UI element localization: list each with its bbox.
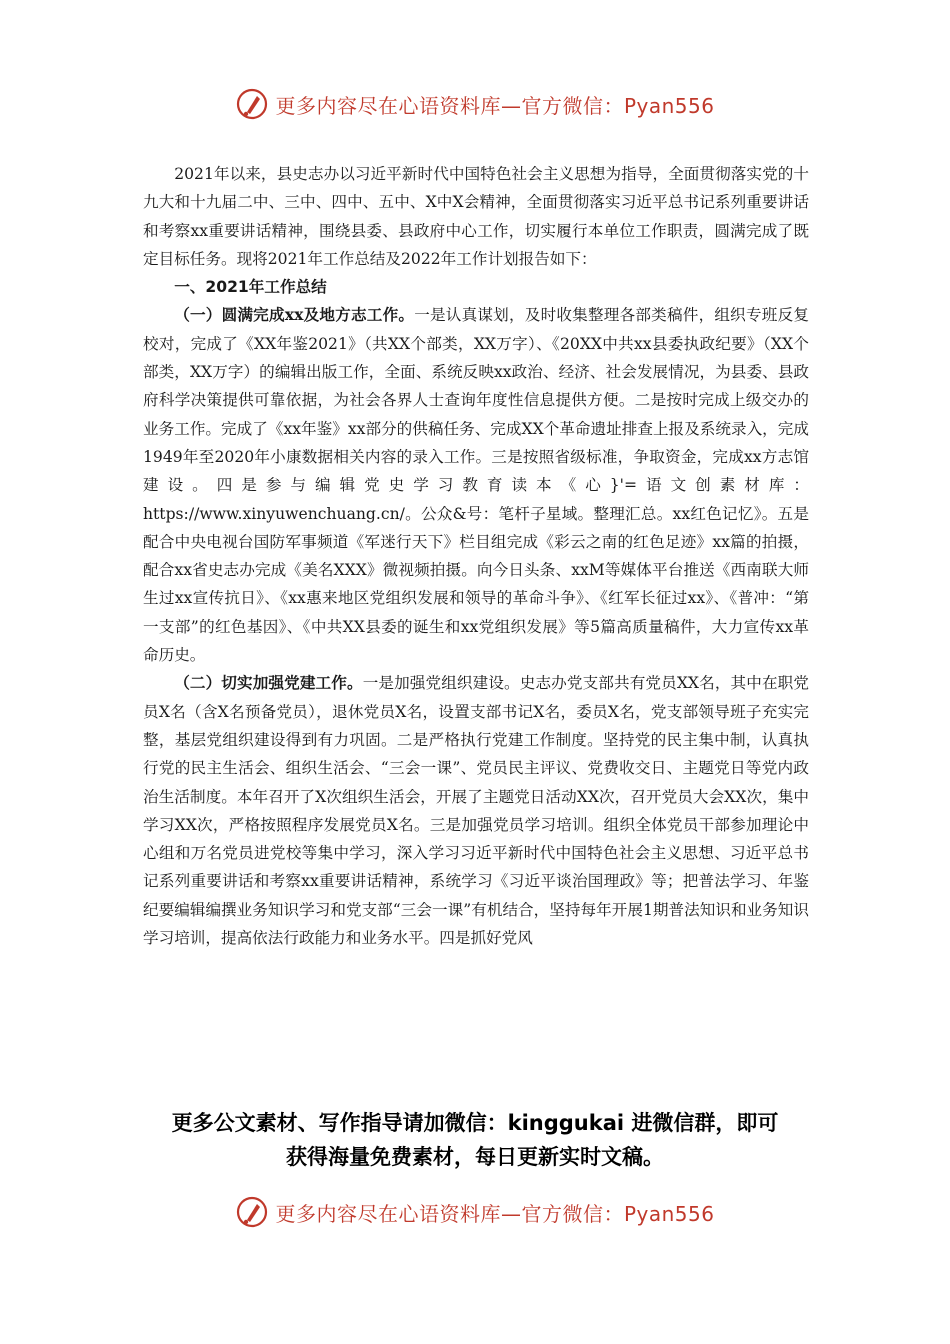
promo-line-2: 获得海量免费素材，每日更新实时文稿。 xyxy=(286,1145,664,1169)
pen-nib-logo-icon xyxy=(235,1195,269,1229)
item-2-lead: （二）切实加强党建工作。 xyxy=(174,673,363,693)
section-heading: 一、2021年工作总结 xyxy=(174,278,327,297)
header-banner xyxy=(0,82,950,126)
item-1-lead: （一）圆满完成xx及地方志工作。 xyxy=(174,305,415,325)
item-1-paragraph xyxy=(143,301,809,669)
pen-nib-logo-icon xyxy=(235,87,269,121)
promo-notice xyxy=(0,1106,950,1174)
item-2-body: 一是加强党组织建设。史志办党支部共有党员XX名，其中在职党员X名（含X名预备党员），退休党员X名，设置支部书记X名，委员X名，党支部领导班子充实完整，基层党组织建设得到有力巩固。二是严格执行党建工作制度。坚持党的民主集中制，认真执行党的民主生活会、组织生活会、“三会一课”、党员民主评议、党费收交日、主题党日等党内政治生活制度。本年召开了X次组织生活会，开展了主题党日活动XX次，召开党员大会XX次，集中学习XX次，严格按照程序发展党员X名。三是加强党员学习培训。组织全体党员干部参加理论中心组和万名党员进党校等集中学习，深入学习习近平新时代中国特色社会主义思想、习近平总书记系列重要讲话和考察xx重要讲话精神，系统学习《习近平谈治国理政》等；把普法学习、年鉴纪要编辑编撰业务知识学习和党支部“三会一课”有机结合，坚持每年开展1期普法知识和业务知识学习培训，提高依法行政能力和业务水平。四是抓好党风 xyxy=(143,674,809,948)
footer-banner xyxy=(0,1190,950,1234)
intro-paragraph: 2021年以来，县史志办以习近平新时代中国特色社会主义思想为指导，全面贯彻落实党的十九大和十九届二中、三中、四中、五中、X中X会精神，全面贯彻落实习近平总书记系列重要讲话和考察xx重要讲话精神，围绕县委、县政府中心工作，切实履行本单位工作职责，圆满完成了既定目标任务。现将2021年工作总结及2022年工作计划报告如下： xyxy=(143,165,809,268)
banner-text: 更多内容尽在心语资料库—官方微信：Pyan556 xyxy=(275,1201,715,1226)
item-2-paragraph xyxy=(143,669,809,952)
document-body xyxy=(143,160,809,952)
item-1-body: 一是认真谋划，及时收集整理各部类稿件，组织专班反复校对，完成了《XX年鉴2021》（共XX个部类，XX万字）、《20XX中共xx县委执政纪要》（XX个部类，XX万字）的编辑出版工作，全面、系统反映xx政治、经济、社会发展情况，为县委、县政府科学决策提供可靠依据，为社会各界人士查询年度性信息提供方便。二是按时完成上级交办的业务工作。完成了《xx年鉴》xx部分的供稿任务、完成XX个革命遗址排查上报及系统录入，完成1949年至2020年小康数据相关内容的录入工作。三是按照省级标准，争取资金，完成xx方志馆建设。四是参与编辑党史学习教育读本《心}'=语文创素材库：https://www.xinyuwenchuang.cn/。公众&号：笔杆子星域。整理汇总。xx红色记忆》。五是配合中央电视台国防军事频道《军迷行天下》栏目组完成《彩云之南的红色足迹》xx篇的拍摄，配合xx省史志办完成《美名XXX》微视频拍摄。向今日头条、xxM等媒体平台推送《西南联大师生过xx宣传抗日》、《xx惠来地区党组织发展和领导的革命斗争》、《红军长征过xx》、《普冲：“第一支部”的红色基因》、《中共XX县委的诞生和xx党组织发展》等5篇高质量稿件，大力宣传xx革命历史。 xyxy=(143,306,809,665)
promo-line-1: 更多公文素材、写作指导请加微信：kinggukai 进微信群，即可 xyxy=(171,1111,779,1135)
banner-text: 更多内容尽在心语资料库—官方微信：Pyan556 xyxy=(275,93,715,118)
